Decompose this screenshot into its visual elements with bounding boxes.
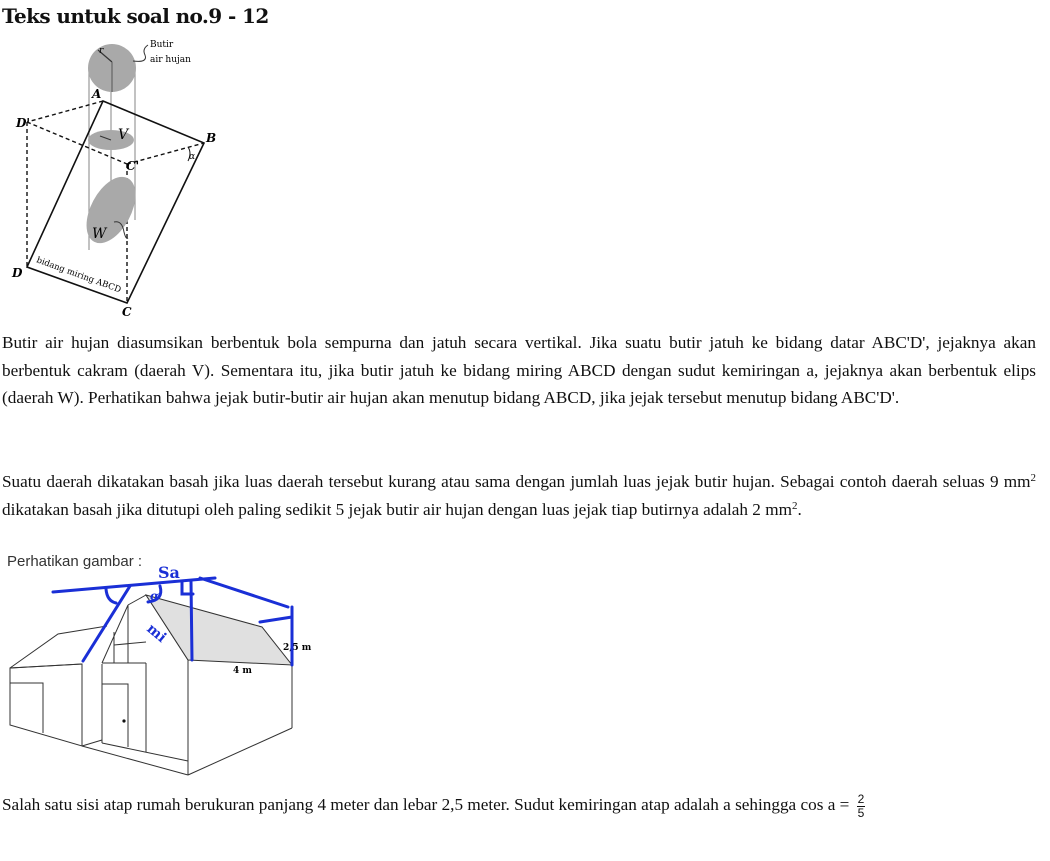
- paragraph-droplet-description: [2, 329, 1036, 412]
- figure-caption: Perhatikan gambar :: [7, 553, 143, 570]
- length-dimension-label: 4 m: [233, 666, 252, 676]
- paragraph-2-part-3: .: [797, 499, 802, 519]
- paragraph-3-text: Salah satu sisi atap rumah berukuran panjang 4 meter dan lebar 2,5 meter. Sudut kemiringan atap adalah a sehingga cos a =: [2, 795, 850, 814]
- roof-panel: [146, 595, 292, 665]
- annotation-alpha: α: [150, 589, 160, 603]
- fraction-cos-a: [857, 793, 866, 820]
- fraction-denominator: 5: [857, 805, 865, 820]
- radius-label: r: [99, 46, 104, 56]
- door-knob: [122, 719, 125, 722]
- page-title: Teks untuk soal no.9 - 12: [2, 4, 269, 28]
- paragraph-1-text: Butir air hujan diasumsikan berbentuk bola sempurna dan jatuh secara vertikal. Jika suatu butir jatuh ke bidang datar ABC'D', jejaknya akan berbentuk cakram (daerah V). Sementara itu, jika butir jatuh ke bidang miring ABCD dengan sudut kemiringan a, jejaknya akan berbentuk elips (daerah W). Perhatikan bahwa jejak butir-butir air hujan akan menutup bidang ABCD, jika jejak tersebut menutup bidang ABC'D'.: [2, 333, 1036, 407]
- house-roof-diagram: [0, 550, 330, 785]
- vertex-c-label: C: [122, 305, 132, 319]
- droplet-label-2: air hujan: [150, 55, 191, 65]
- exponent: 2: [791, 499, 798, 512]
- vertex-d-prime-label: D': [16, 116, 31, 130]
- annotation-sa: Sa: [158, 563, 180, 582]
- vertex-d-label: D: [12, 266, 23, 280]
- droplet-label-1: Butir: [150, 40, 174, 50]
- paragraph-2-part-2: dikatakan basah jika ditutupi oleh paling sedikit 5 jejak butir air hujan dengan luas jejak tiap butirnya adalah 2 mm: [2, 499, 792, 519]
- width-dimension-label: 2,5 m: [283, 643, 312, 653]
- vertex-b-label: B: [206, 131, 217, 145]
- region-v-label: V: [118, 127, 129, 143]
- vertex-a-label: A: [92, 87, 102, 101]
- house-outline: [10, 595, 292, 775]
- exponent: 2: [1030, 472, 1036, 484]
- vertex-c-prime-label: C': [126, 159, 140, 173]
- fraction-numerator: 2: [857, 791, 865, 806]
- raindrop-plane-diagram: [0, 28, 240, 323]
- paragraph-roof-description: [2, 791, 1036, 820]
- plane-label: bidang miring ABCD: [34, 255, 123, 296]
- angle-alpha-label: α: [189, 152, 196, 162]
- annotation-mi: mi: [143, 620, 170, 647]
- region-w-label: W: [92, 226, 107, 242]
- paragraph-wet-definition: [2, 468, 1036, 523]
- paragraph-2-part-1: Suatu daerah dikatakan basah jika luas daerah tersebut kurang atau sama dengan jumlah luas jejak butir hujan. Sebagai contoh daerah seluas 9 mm: [2, 472, 1031, 491]
